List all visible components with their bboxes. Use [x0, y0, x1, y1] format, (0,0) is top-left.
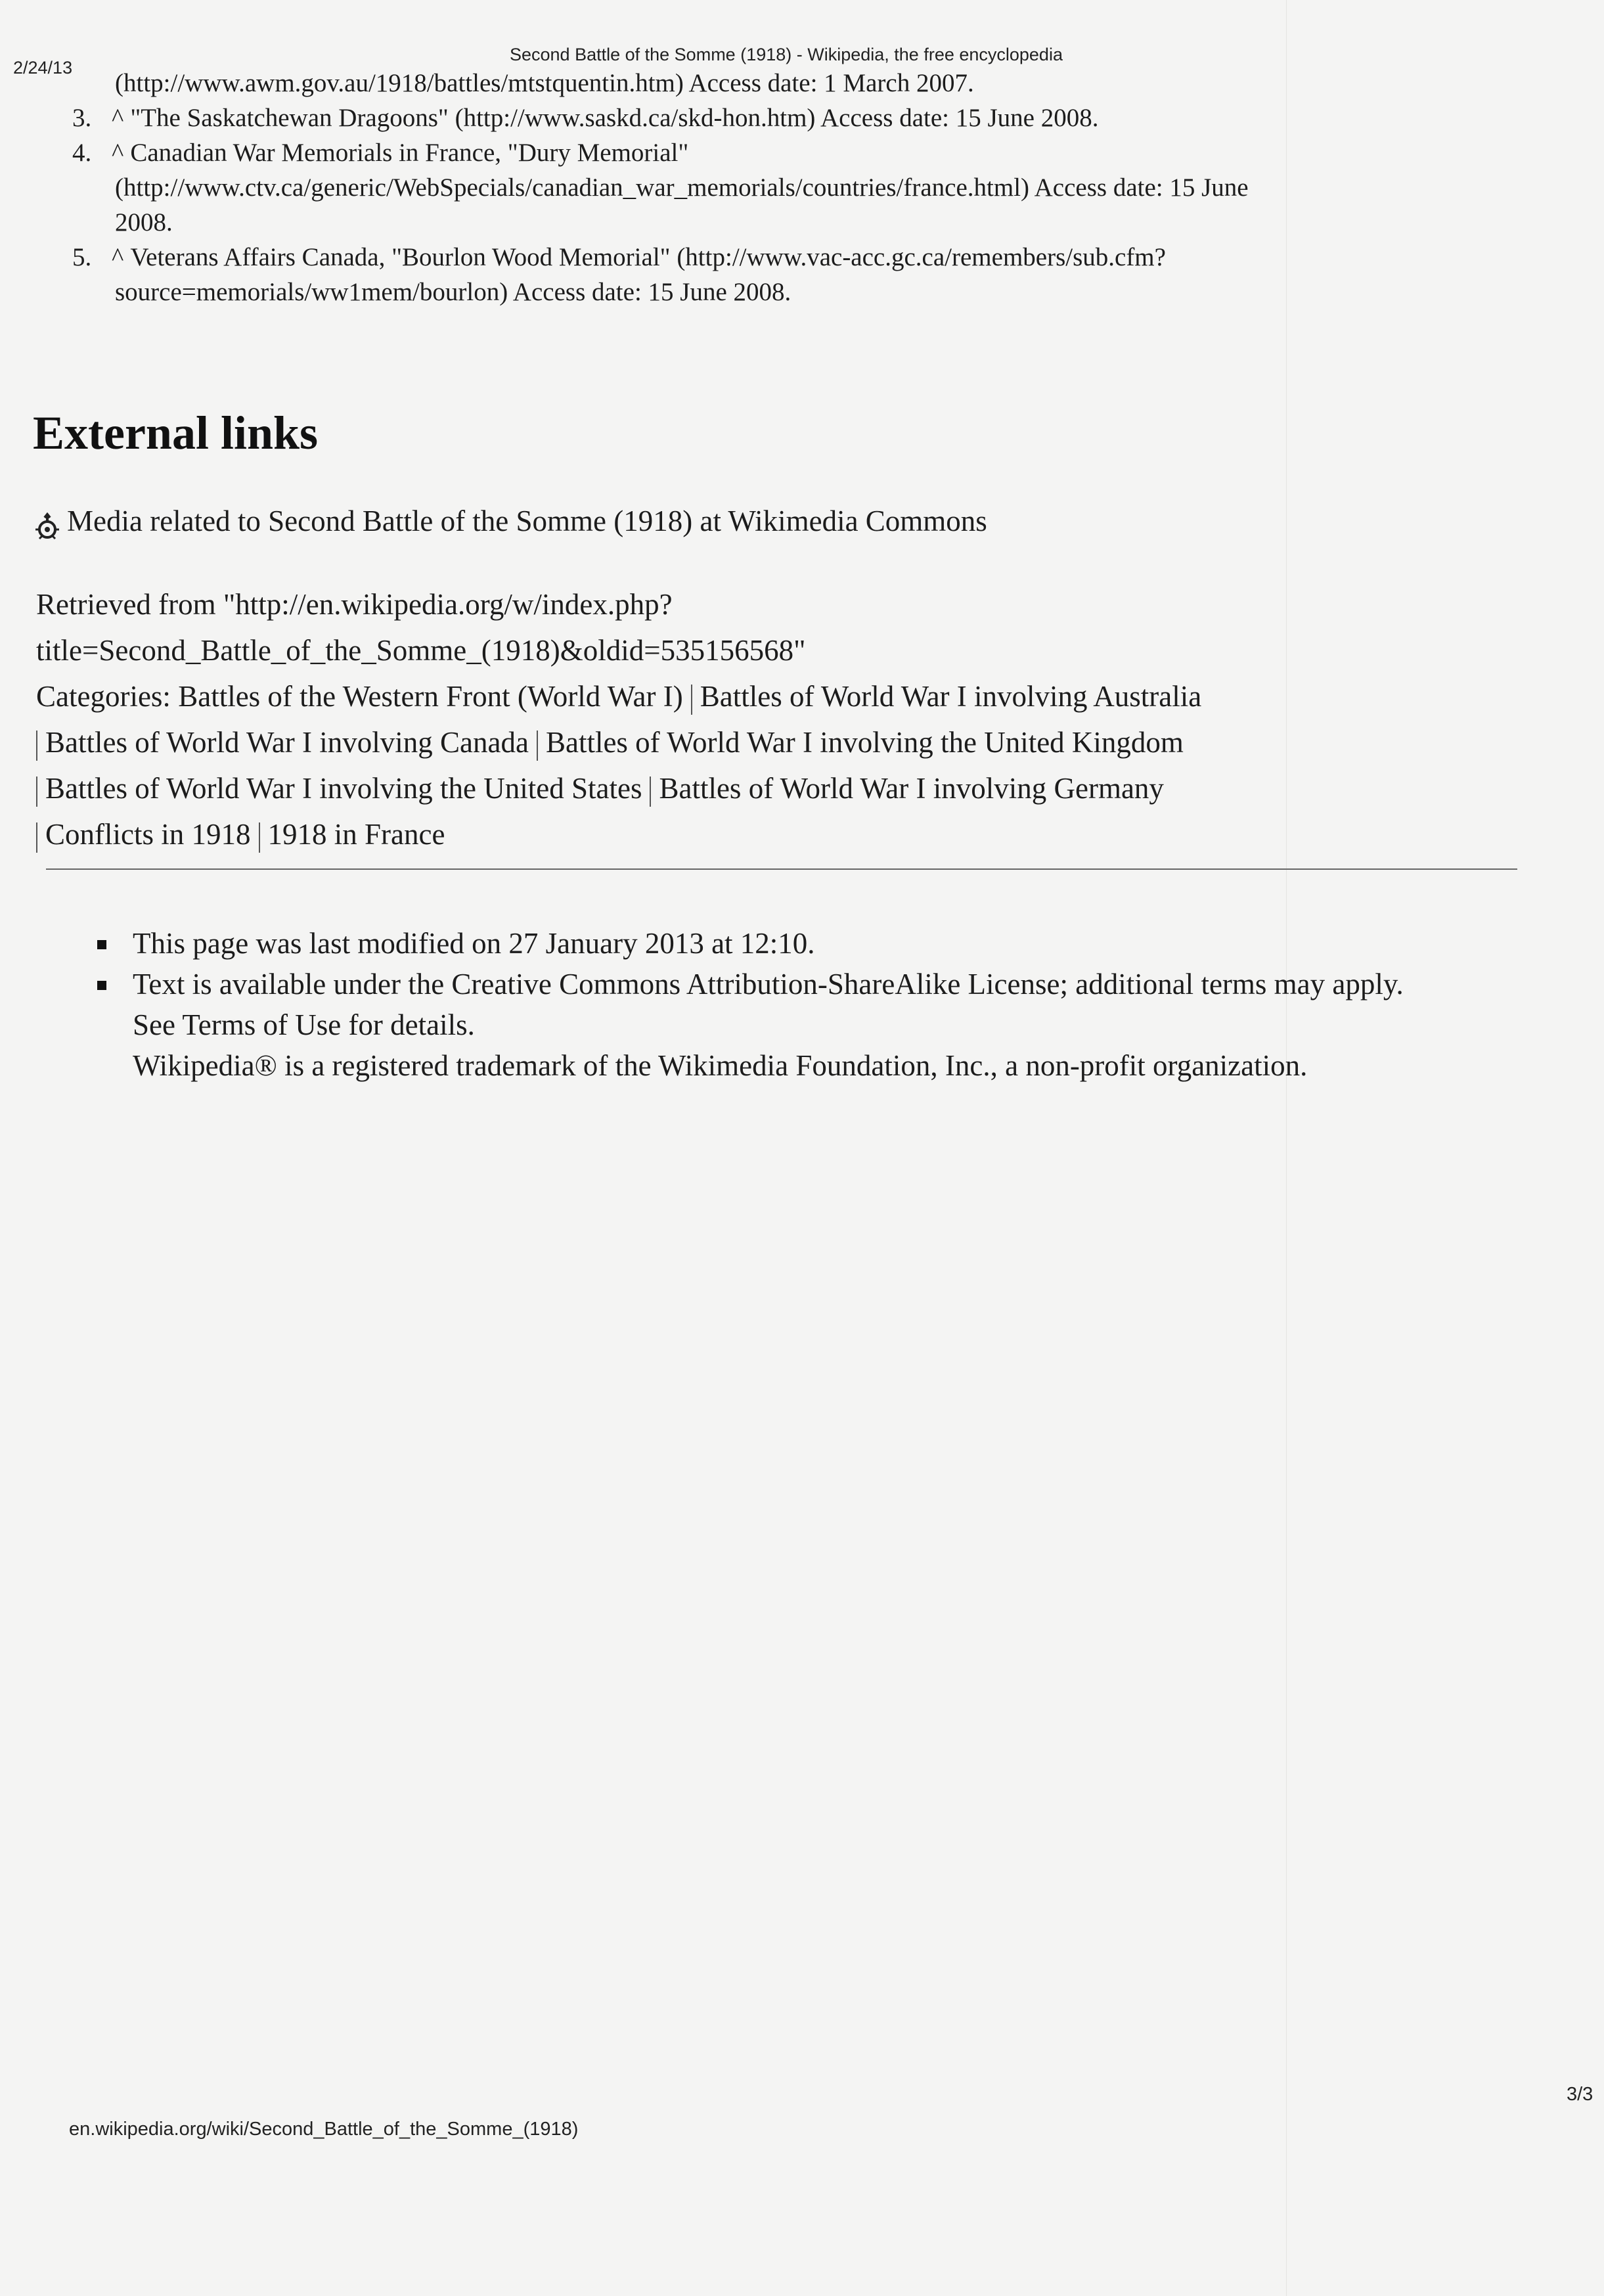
wikimedia-commons-icon	[33, 512, 62, 541]
category-separator	[36, 822, 37, 853]
reference-text[interactable]: (http://www.ctv.ca/generic/WebSpecials/canadian_war_memorials/countries/france.html) Access date: 15 June	[115, 173, 1249, 202]
category-separator	[36, 777, 37, 807]
section-heading-external-links: External links	[33, 407, 319, 459]
backlink-caret[interactable]: ^	[112, 104, 124, 132]
print-footer-url: en.wikipedia.org/wiki/Second_Battle_of_the_Somme_(1918)	[69, 2119, 579, 2140]
reference-text[interactable]: source=memorials/ww1mem/bourlon) Access date: 15 June 2008.	[115, 278, 791, 306]
footer-info-list	[92, 923, 1537, 1086]
category-separator	[36, 731, 37, 761]
print-date: 2/24/13	[13, 58, 73, 78]
category-link[interactable]: Battles of World War I involving Australia	[700, 680, 1202, 713]
category-separator	[259, 822, 260, 853]
references-list	[33, 66, 1563, 309]
category-link[interactable]: Battles of World War I involving the United Kingdom	[545, 726, 1184, 759]
category-separator	[691, 685, 692, 715]
bullet-icon	[97, 981, 106, 990]
reference-item	[33, 240, 1563, 275]
footer-divider	[46, 868, 1517, 870]
reference-number: 4.	[72, 139, 92, 167]
retrieved-from-line-2[interactable]: title=Second_Battle_of_the_Somme_(1918)&oldid=535156568"	[36, 634, 806, 667]
paper-fold-line	[1286, 0, 1287, 2296]
bullet-icon	[97, 940, 106, 949]
category-separator	[650, 777, 651, 807]
print-page-number: 3/3	[1567, 2084, 1593, 2105]
catlinks-block	[36, 581, 1547, 857]
license-text[interactable]: Text is available under the Creative Commons Attribution-ShareAlike License; additional terms may apply.	[133, 968, 1404, 1001]
last-modified-text: This page was last modified on 27 January 2013 at 12:10.	[133, 927, 815, 960]
category-link[interactable]: 1918 in France	[267, 818, 445, 851]
reference-text: 2008.	[115, 208, 173, 236]
print-page-title: Second Battle of the Somme (1918) - Wikipedia, the free encyclopedia	[510, 45, 1063, 64]
reference-text[interactable]: "The Saskatchewan Dragoons" (http://www.saskd.ca/skd-hon.htm) Access date: 15 June 2008.	[130, 104, 1099, 132]
category-link[interactable]: Battles of World War I involving Germany	[659, 772, 1164, 805]
category-link[interactable]: Battles of World War I involving the United States	[45, 772, 642, 805]
terms-text[interactable]: See Terms of Use for details.	[133, 1008, 475, 1041]
categories-label[interactable]: Categories:	[36, 680, 171, 713]
reference-number: 5.	[72, 243, 92, 271]
reference-text[interactable]: Veterans Affairs Canada, "Bourlon Wood Memorial" (http://www.vac-acc.gc.ca/remembers/sub.cfm?	[130, 243, 1166, 271]
reference-number: 3.	[72, 104, 92, 132]
footer-info-item	[92, 923, 1537, 964]
backlink-caret[interactable]: ^	[112, 139, 124, 167]
reference-item	[33, 135, 1563, 170]
backlink-caret[interactable]: ^	[112, 243, 124, 271]
category-separator	[537, 731, 538, 761]
categories	[36, 673, 1547, 719]
category-link[interactable]: Conflicts in 1918	[45, 818, 251, 851]
reference-continuation: (http://www.awm.gov.au/1918/battles/mtstquentin.htm) Access date: 1 March 2007.	[115, 69, 974, 97]
footer-info-item	[92, 964, 1537, 1086]
retrieved-from-line-1: Retrieved from "http://en.wikipedia.org/w/index.php?	[36, 588, 673, 621]
commons-link[interactable]: Media related to Second Battle of the Somme (1918) at Wikimedia Commons	[67, 505, 987, 537]
reference-text[interactable]: Canadian War Memorials in France, "Dury Memorial"	[130, 139, 689, 167]
category-link[interactable]: Battles of the Western Front (World War I)	[178, 680, 683, 713]
trademark-text: Wikipedia® is a registered trademark of the Wikimedia Foundation, Inc., a non-profit organization.	[133, 1049, 1308, 1082]
commons-link-row	[33, 501, 987, 541]
reference-item	[33, 101, 1563, 135]
category-link[interactable]: Battles of World War I involving Canada	[45, 726, 529, 759]
